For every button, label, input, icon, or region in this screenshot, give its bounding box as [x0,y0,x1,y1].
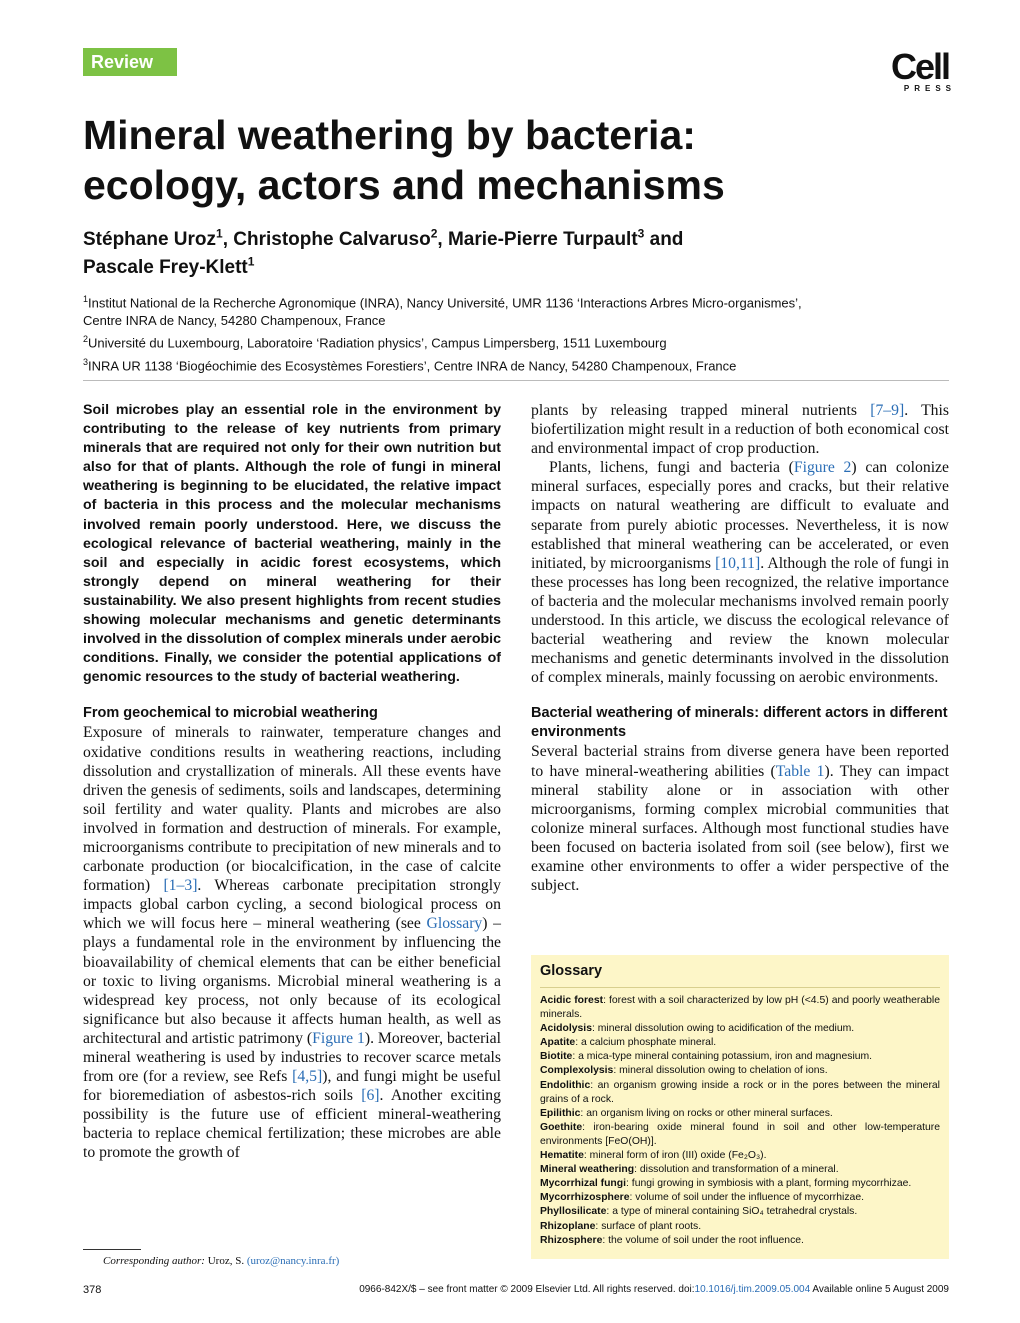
text-run: Plants, lichens, fungi and bacteria ( [549,459,794,477]
affiliation-marker: 3 [637,226,645,241]
glossary-entry [540,1163,940,1177]
reference-link[interactable]: [6] [361,1087,380,1105]
glossary-entry [540,1149,940,1163]
glossary-box [531,955,949,1259]
paragraph [531,458,949,687]
affiliation-item [83,290,963,312]
glossary-heading: Glossary [540,963,603,979]
affiliation-text: INRA UR 1138 ‘Biogéochimie des Ecosystèmes Forestiers’, Centre INRA de Nancy, 54280 Champenoux, France [88,357,737,373]
glossary-term: Apatite [540,1037,576,1049]
doi-link[interactable]: 10.1016/j.tim.2009.05.004 [694,1284,811,1295]
glossary-term: Rhizosphere [540,1234,603,1246]
article-title [83,110,943,210]
glossary-entries [540,994,940,1248]
copyright-text: 0966-842X/$ – see front matter © 2009 Elsevier Ltd. All rights reserved. doi: [359,1284,695,1295]
glossary-entry [540,1107,940,1121]
section-body-continued [531,401,949,687]
glossary-definition: : mineral dissolution owing to chelation of ions. [613,1065,828,1077]
glossary-entry [540,1191,940,1205]
title-line-1: Mineral weathering by bacteria: [83,112,696,158]
glossary-entry [540,1022,940,1036]
author-name[interactable]: , Marie-Pierre Turpault [437,229,638,250]
glossary-divider [540,987,940,988]
page-number: 378 [83,1284,102,1296]
glossary-term: Complexolysis [540,1065,614,1077]
text-run: ), and fungi might be useful for bioremediation of asbestos-rich soils [83,1068,502,1105]
reference-link[interactable]: [1–3] [163,877,198,895]
glossary-entry [540,1064,940,1078]
glossary-definition: : volume of soil under the influence of mycorrhizae. [629,1192,864,1204]
affiliation-text: Centre INRA de Nancy, 54280 Champenoux, France [83,313,386,329]
glossary-definition: : surface of plant roots. [595,1220,702,1232]
text-run: Exposure of minerals to rainwater, temperature changes and oxidative conditions results in weathering reactions, including dissolution and crystallization of minerals. All these events have driven the genesis of sediments, soils and landscapes, determining soil fertility and water quality. Plants and microbes are also involved in formation and destruction of minerals. For example, microorganisms contribute to precipitation of new minerals and to carbonate production (or biocalcification, in the case of calcite formation) [83,724,501,895]
table-link[interactable]: Table 1 [775,762,825,780]
affiliation-marker: 1 [247,254,255,269]
text-run: . Whereas carbonate precipitation strongly impacts global carbon cycling, a second biological process on which we will focus here – mineral weathering (see [83,877,501,933]
section-heading: From geochemical to microbial weathering [83,705,378,722]
glossary-definition: : mineral form of iron (III) oxide (Fe₂O₃). [583,1150,767,1162]
text-run: . Another exciting possibility is the future use of efficient mineral-weathering bacteria to replace chemical fertilization; these microbes are able to promote the growth of [83,1087,501,1162]
glossary-definition: : mineral dissolution owing to acidification of the medium. [591,1023,855,1035]
author-name[interactable]: Pascale Frey-Klett [83,257,248,278]
glossary-entry [540,1177,940,1191]
reference-link[interactable]: [4,5] [292,1068,323,1086]
glossary-term: Rhizoplane [540,1220,596,1232]
glossary-entry [540,994,940,1022]
glossary-entry [540,1036,940,1050]
glossary-term: Acidolysis [540,1023,592,1035]
text-run: . This biofertilization might result in a reduction of both economical cost and environmental impact of crop production. [531,402,949,458]
glossary-definition: : a mica-type mineral containing potassium, iron and magnesium. [572,1051,873,1063]
text-run: ). They can impact mineral stability alone or in association with other microorganisms, forming complex microbial communities that colonize mineral surfaces. Although most functional studies have been focused on bacteria isolated from soil (see below), first we examine other environments to offer a wider perspective of the subject. [531,762,949,895]
affiliation-item [83,353,963,375]
glossary-term: Mineral weathering [540,1164,635,1176]
glossary-entry [540,1205,940,1219]
figure-link[interactable]: Figure 1 [312,1029,365,1047]
cell-press-logo[interactable] [884,46,956,93]
text-run: ) – plays a fundamental role in the environment by influencing the bioavailability of chemical elements that can be either beneficial or toxic to living organisms. Microbial mineral weathering is a widespread key process, not only because of its ecological significance but also because it affects human health, as well as architectural and artistic patrimony ( [83,915,501,1047]
footnote-rule [83,1249,141,1250]
glossary-term: Mycorrhizal fungi [540,1178,627,1190]
text-run: ) can colonize mineral surfaces, especially pores and cracks, but their relative impacts on natural weathering are difficult to evaluate and separate from purely abiotic processes. Nevertheless, it is now established that mineral weathering can be accelerated, or even initiated, by microorganisms [531,459,949,572]
glossary-definition: : a calcium phosphate mineral. [575,1037,717,1049]
glossary-definition: : the volume of soil under the root influence. [602,1234,804,1246]
affiliation-number: 2 [83,334,89,345]
corresponding-author [103,1254,339,1268]
glossary-entry [540,1121,940,1149]
glossary-term: Biotite [540,1051,573,1063]
glossary-definition: : a type of mineral containing SiO₄ tetrahedral crystals. [606,1206,858,1218]
glossary-entry [540,1220,940,1234]
affiliation-item [83,312,963,330]
affiliation-number: 1 [83,294,89,304]
glossary-entry [540,1079,940,1107]
logo-cell-text: Cell [890,46,950,87]
affiliation-text: Institut National de la Recherche Agronomique (INRA), Nancy Université, UMR 1136 ‘Interactions Arbres Micro-organismes’, [88,295,802,311]
section-heading: Bacterial weathering of minerals: different actors in different environments [531,705,948,741]
section-body [531,742,949,895]
review-label: Review [83,48,177,76]
header-divider [83,380,949,381]
text-run: plants by releasing trapped mineral nutrients [531,402,871,419]
affiliation-marker: 2 [430,226,438,241]
glossary-definition: : forest with a soil characterized by low pH (<4.5) and poorly weatherable minerals. [540,995,941,1021]
glossary-term: Endolithic [540,1079,591,1091]
glossary-entry [540,1050,940,1064]
corresponding-name: Uroz, S. [204,1255,247,1267]
right-column [531,401,949,895]
glossary-term: Epilithic [540,1107,581,1119]
affiliations [83,290,963,375]
glossary-definition: : iron-bearing oxide mineral found in soil and other low-temperature environments [FeO(OH)]. [540,1121,940,1147]
glossary-definition: : dissolution and transformation of a mineral. [634,1164,839,1176]
affiliation-text: Université du Luxembourg, Laboratoire ‘Radiation physics’, Campus Limpersberg, 1511 Luxembourg [88,335,667,351]
corresponding-label: Corresponding author: [103,1255,205,1267]
glossary-definition: : an organism growing inside a rock or in the pores between the mineral grains of a rock. [540,1079,940,1105]
author-name[interactable]: , Christophe Calvaruso [222,229,431,250]
glossary-term: Goethite [540,1121,583,1133]
affiliation-item [83,330,963,352]
paragraph [531,401,949,458]
affiliation-number: 3 [83,356,89,367]
glossary-definition: : an organism living on rocks or other mineral surfaces. [580,1107,833,1119]
glossary-term: Mycorrhizosphere [540,1192,630,1204]
abstract: Soil microbes play an essential role in the environment by contributing to the release of key nutrients from primary minerals that are required not only for their own nutrition but also for that of plants. Although the role of fungi in mineral weathering is beginning to be elucidated, the relative impact of bacteria in this process and the molecular mechanisms involved remain poorly understood. Here, we discuss the ecological relevance of bacterial weathering, mainly in the soil and especially in acidic forest ecosystems, which strongly depend on mineral weathering for their sustainability. We also present highlights from recent studies showing molecular mechanisms and genetic determinants involved in the dissolution of complex minerals under aerobic conditions. Finally, we consider the potential applications of genomic resources to the study of bacterial weathering. [83,402,501,686]
glossary-term: Acidic forest [540,995,604,1006]
email-link[interactable]: (uroz@nancy.inra.fr) [246,1255,340,1267]
text-run: ). Moreover, bacterial mineral weathering is used by industries to recover scarce metals from ore (for a review, see Refs [83,1029,501,1086]
footer-info [359,1283,949,1297]
paragraph [531,742,949,895]
section-body [83,723,501,1162]
author-conjunction: and [644,229,684,250]
logo-press-text: PRESS [903,84,956,93]
reference-link[interactable]: [10,11] [715,554,761,572]
affiliation-marker: 1 [216,226,223,241]
glossary-link[interactable]: Glossary [426,915,483,933]
text-run: Several bacterial strains from diverse genera have been reported to have mineral-weathering abilities ( [531,743,949,780]
glossary-term: Phyllosilicate [540,1206,607,1218]
available-text: Available online 5 August 2009 [810,1284,949,1295]
author-name[interactable]: Stéphane Uroz [83,229,217,250]
figure-link[interactable]: Figure 2 [793,459,852,477]
title-line-2: ecology, actors and mechanisms [83,162,725,208]
glossary-definition: : fungi growing in symbiosis with a plant, forming mycorrhizae. [626,1178,912,1190]
text-run: . Although the role of fungi in these processes has long been recognized, the relative importance of bacteria and the molecular mechanisms involved remain poorly understood. In this article, we discuss the ecological relevance of bacterial weathering and review the known molecular mechanisms and genetic determinants involved in the dissolution of complex minerals, mainly focussing on aerobic environments. [531,554,949,687]
reference-link[interactable]: [7–9] [870,402,905,419]
paragraph [83,723,501,1162]
glossary-entry [540,1234,940,1248]
glossary-term: Hematite [540,1150,584,1162]
left-column [83,401,501,1163]
author-list [83,226,943,282]
